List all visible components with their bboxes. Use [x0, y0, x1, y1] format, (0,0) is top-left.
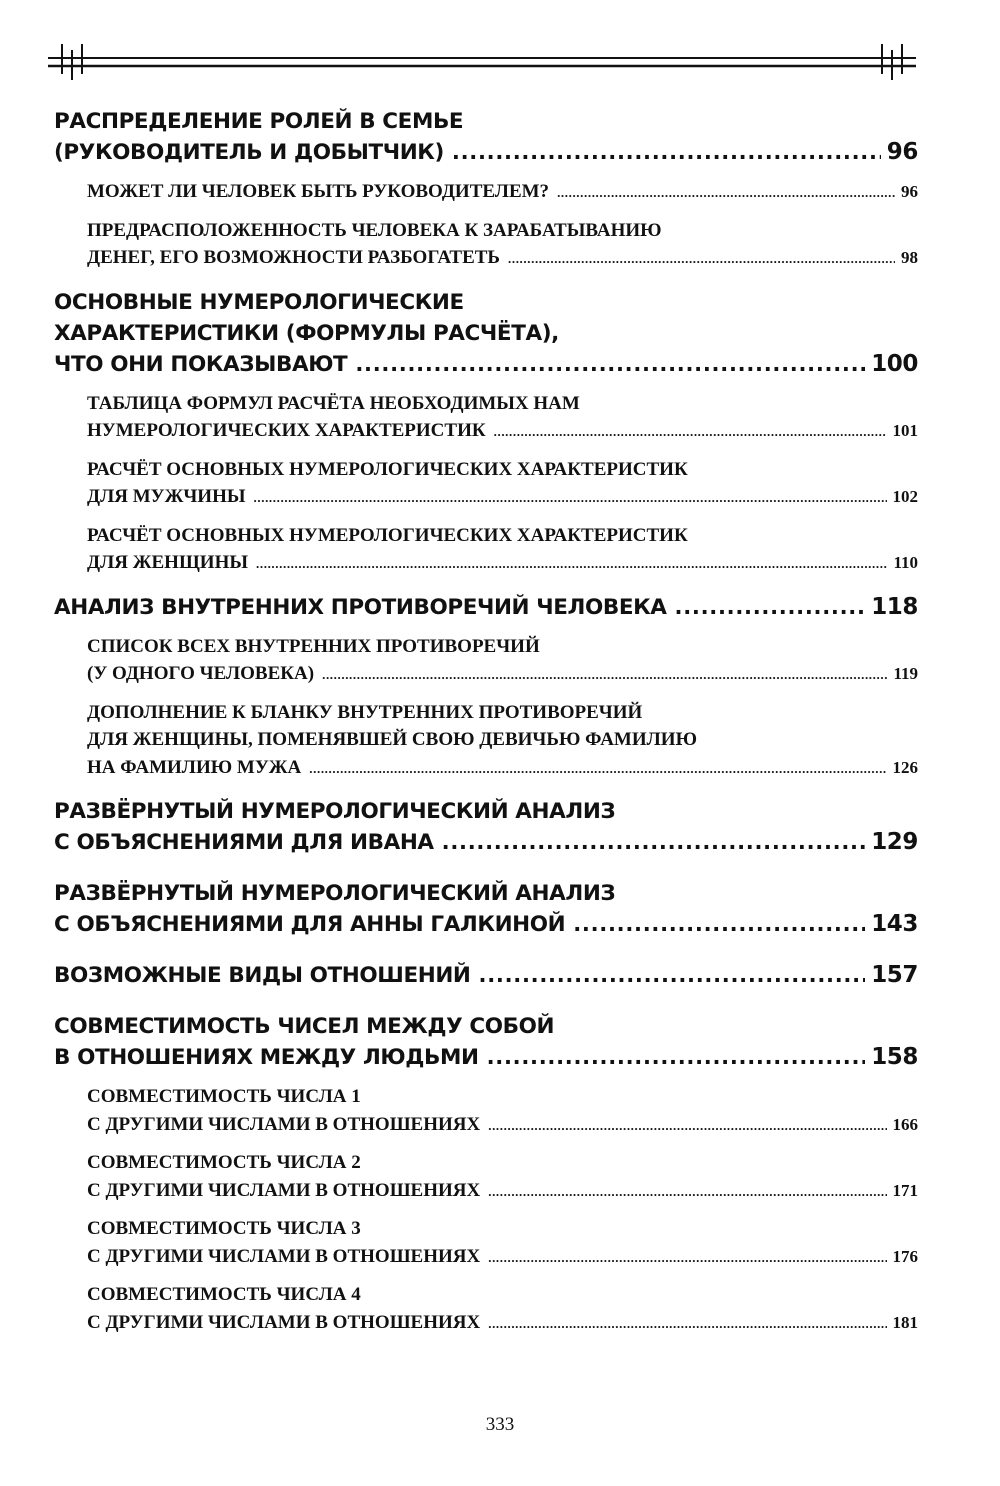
dot-leader — [479, 960, 866, 991]
dot-leader — [487, 1042, 866, 1073]
toc-entry-title-line: РАЗВЁРНУТЫЙ НУМЕРОЛОГИЧЕСКИЙ АНАЛИЗ — [54, 799, 616, 824]
toc-subentry-title-line: С ДРУГИМИ ЧИСЛАМИ В ОТНОШЕНИЯХ — [87, 1311, 481, 1333]
toc-subentry-title-line: СОВМЕСТИМОСТЬ ЧИСЛА 1 — [87, 1086, 361, 1107]
dot-leader — [573, 909, 865, 940]
toc-page-number: 176 — [892, 1246, 918, 1266]
toc-page-number: 157 — [871, 962, 918, 988]
dot-leader — [322, 660, 887, 689]
toc-entry — [54, 106, 918, 168]
toc-subentry-title-line: (У ОДНОГО ЧЕЛОВЕКА) — [87, 663, 315, 684]
toc-entry-title-line: РАСПРЕДЕЛЕНИЕ РОЛЕЙ В СЕМЬЕ — [54, 109, 464, 134]
toc-page-number: 100 — [871, 350, 918, 377]
toc-subentry-title-line: СОВМЕСТИМОСТЬ ЧИСЛА 2 — [87, 1152, 361, 1173]
dot-leader — [254, 483, 887, 512]
toc-entry-title-line: РАЗВЁРНУТЫЙ НУМЕРОЛОГИЧЕСКИЙ АНАЛИЗ — [54, 881, 616, 906]
toc-page-number: 98 — [901, 248, 918, 267]
toc-page-number: 181 — [892, 1312, 918, 1332]
toc-subentry — [87, 1215, 918, 1271]
toc-page-number: 126 — [892, 757, 918, 777]
toc-page-number: 129 — [871, 829, 918, 855]
toc-page-number: 110 — [893, 553, 918, 572]
dot-leader — [488, 1111, 886, 1140]
toc-entry — [54, 796, 918, 858]
toc-subentry-title-line: ТАБЛИЦА ФОРМУЛ РАСЧЁТА НЕОБХОДИМЫХ НАМ — [87, 392, 580, 414]
toc-entry — [54, 287, 918, 380]
dot-leader — [488, 1309, 886, 1338]
dot-leader — [494, 417, 887, 446]
toc-subentry — [87, 390, 918, 446]
toc-page-number: 158 — [871, 1044, 918, 1070]
toc-subentry-title-line: С ДРУГИМИ ЧИСЛАМИ В ОТНОШЕНИЯХ — [87, 1245, 481, 1267]
toc-subentry-title-line: СОВМЕСТИМОСТЬ ЧИСЛА 4 — [87, 1284, 361, 1305]
toc-entry — [54, 1011, 918, 1073]
toc-entry-title-line: АНАЛИЗ ВНУТРЕННИХ ПРОТИВОРЕЧИЙ ЧЕЛОВЕКА — [54, 594, 667, 620]
toc-page-number: 96 — [901, 182, 918, 201]
toc-entry-title-line: ОСНОВНЫЕ НУМЕРОЛОГИЧЕСКИЕ — [54, 289, 464, 315]
toc-entry-title-line: СОВМЕСТИМОСТЬ ЧИСЕЛ МЕЖДУ СОБОЙ — [54, 1014, 555, 1039]
toc-subentry-title-line: НУМЕРОЛОГИЧЕСКИХ ХАРАКТЕРИСТИК — [87, 420, 486, 441]
toc-page-number: 96 — [886, 139, 918, 165]
toc-subentry — [87, 217, 918, 273]
table-of-contents — [54, 106, 918, 1337]
toc-subentry-title-line: ДЕНЕГ, ЕГО ВОЗМОЖНОСТИ РАЗБОГАТЕТЬ — [87, 247, 500, 268]
toc-entry — [54, 592, 918, 623]
toc-subentry — [87, 456, 918, 512]
toc-subentry-title-line: ПРЕДРАСПОЛОЖЕННОСТЬ ЧЕЛОВЕКА К ЗАРАБАТЫВАНИЮ — [87, 219, 662, 241]
dot-leader — [675, 592, 866, 623]
toc-entry — [54, 878, 918, 940]
toc-subentry — [87, 522, 918, 578]
toc-subentry — [87, 1083, 918, 1139]
page-number-footer: 333 — [485, 1414, 515, 1435]
toc-entry-title-line: ЧТО ОНИ ПОКАЗЫВАЮТ — [54, 351, 348, 377]
toc-subentry — [87, 633, 918, 689]
toc-subentry-title-line: С ДРУГИМИ ЧИСЛАМИ В ОТНОШЕНИЯХ — [87, 1179, 481, 1201]
toc-entry — [54, 960, 918, 991]
toc-page-number: 119 — [893, 664, 918, 683]
toc-page-number: 118 — [871, 593, 918, 620]
dot-leader — [442, 827, 866, 858]
toc-page-number: 171 — [892, 1180, 918, 1200]
dot-leader — [355, 349, 865, 380]
toc-page-number: 143 — [871, 911, 918, 937]
toc-subentry-title-line: С ДРУГИМИ ЧИСЛАМИ В ОТНОШЕНИЯХ — [87, 1113, 481, 1135]
toc-page-number: 101 — [892, 421, 918, 440]
toc-entry-title-line: ХАРАКТЕРИСТИКИ (ФОРМУЛЫ РАСЧЁТА), — [54, 320, 559, 346]
toc-subentry-title-line: ДЛЯ ЖЕНЩИНЫ — [87, 552, 249, 573]
toc-entry-title-line: (РУКОВОДИТЕЛЬ И ДОБЫТЧИК) — [54, 140, 444, 165]
toc-subentry-title-line: РАСЧЁТ ОСНОВНЫХ НУМЕРОЛОГИЧЕСКИХ ХАРАКТЕРИСТИК — [87, 458, 688, 480]
dot-leader — [557, 178, 895, 207]
toc-entry-title-line: С ОБЪЯСНЕНИЯМИ ДЛЯ АННЫ ГАЛКИНОЙ — [54, 912, 566, 937]
toc-page-number: 166 — [892, 1114, 918, 1134]
toc-subentry-title-line: НА ФАМИЛИЮ МУЖА — [87, 756, 302, 778]
dot-leader — [488, 1177, 886, 1206]
toc-subentry — [87, 1149, 918, 1205]
toc-subentry-title-line: МОЖЕТ ЛИ ЧЕЛОВЕК БЫТЬ РУКОВОДИТЕЛЕМ? — [87, 181, 550, 202]
toc-subentry-title-line: СОВМЕСТИМОСТЬ ЧИСЛА 3 — [87, 1218, 361, 1239]
dot-leader — [488, 1243, 886, 1272]
toc-subentry-title-line: СПИСОК ВСЕХ ВНУТРЕННИХ ПРОТИВОРЕЧИЙ — [87, 635, 540, 657]
dot-leader — [508, 244, 895, 273]
toc-subentry-title-line: ДЛЯ ЖЕНЩИНЫ, ПОМЕНЯВШЕЙ СВОЮ ДЕВИЧЬЮ ФАМИЛИЮ — [87, 729, 697, 750]
toc-entry-title-line: С ОБЪЯСНЕНИЯМИ ДЛЯ ИВАНА — [54, 830, 434, 855]
dot-leader — [309, 754, 886, 783]
toc-subentry-title-line: ДЛЯ МУЖЧИНЫ — [87, 486, 246, 507]
ornamental-header-rule — [48, 44, 916, 88]
toc-subentry — [87, 178, 918, 207]
toc-subentry — [87, 699, 918, 783]
toc-subentry — [87, 1281, 918, 1337]
dot-leader — [256, 549, 887, 578]
toc-subentry-title-line: РАСЧЁТ ОСНОВНЫХ НУМЕРОЛОГИЧЕСКИХ ХАРАКТЕРИСТИК — [87, 524, 688, 546]
toc-entry-title-line: ВОЗМОЖНЫЕ ВИДЫ ОТНОШЕНИЙ — [54, 963, 471, 988]
dot-leader — [452, 137, 881, 168]
toc-page-number: 102 — [892, 487, 918, 506]
toc-subentry-title-line: ДОПОЛНЕНИЕ К БЛАНКУ ВНУТРЕННИХ ПРОТИВОРЕЧИЙ — [87, 701, 643, 723]
toc-entry-title-line: В ОТНОШЕНИЯХ МЕЖДУ ЛЮДЬМИ — [54, 1045, 479, 1070]
